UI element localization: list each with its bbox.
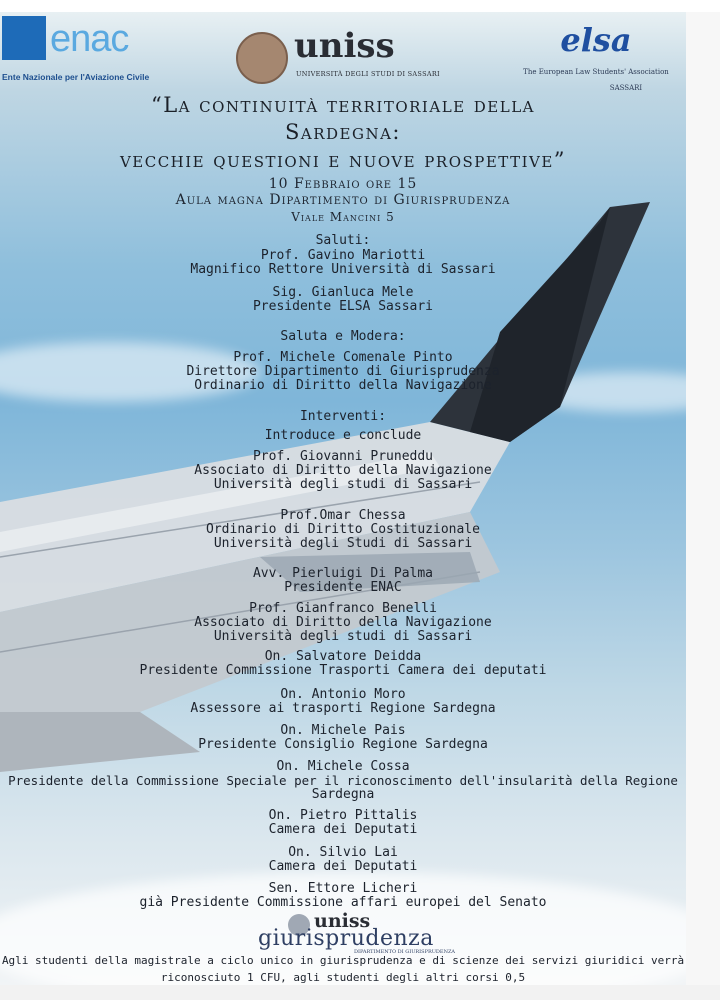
credits-note-line-1: Agli studenti della magistrale a ciclo unico in giurisprudenza e di scienze dei servizi giuridici verrà <box>1 954 685 967</box>
background-margin <box>686 12 720 985</box>
speaker-name: On. Michele Cossa <box>276 759 410 774</box>
enac-wordmark: enac <box>50 18 129 60</box>
speaker <box>0 351 686 393</box>
speaker-role: Presidente della Commissione Speciale per il riconoscimento dell'insularità della Regione <box>8 773 678 788</box>
speaker-role-2: Ordinario di Diritto della Navigazione <box>194 378 492 393</box>
speaker-role: Associato di Diritto della Navigazione <box>194 615 492 630</box>
speaker-name: On. Silvio Lai <box>288 845 398 860</box>
speaker <box>0 724 686 752</box>
speaker <box>0 809 686 837</box>
giurisprudenza-logo <box>258 912 458 960</box>
credits-note-line-2: riconosciuto 1 CFU, agli studenti degli altri corsi 0,5 <box>160 971 526 984</box>
elsa-city: SASSARI <box>609 84 643 92</box>
uniss-logo <box>236 26 440 84</box>
speaker-name: On. Antonio Moro <box>280 687 406 702</box>
speaker-name: Prof. Michele Comenale Pinto <box>233 350 453 365</box>
footer-uniss-wordmark: uniss <box>314 910 371 932</box>
section-saluta-modera: Saluta e Modera: <box>280 329 406 344</box>
speaker-role: Associato di Diritto della Navigazione <box>194 463 492 478</box>
speaker <box>0 688 686 716</box>
section-interventi: Interventi: <box>299 409 387 424</box>
speaker-role: Presidente Consiglio Regione Sardegna <box>198 737 488 752</box>
speaker-role: Magnifico Rettore Università di Sassari <box>190 262 496 277</box>
title-line-2: Sardegna: <box>284 120 401 144</box>
event-date: 10 Febbraio ore 15 <box>268 176 418 192</box>
speaker-name: Sen. Ettore Licheri <box>268 881 418 896</box>
speaker-role: Assessore ai trasporti Regione Sardegna <box>190 701 496 716</box>
speaker-role: Ordinario di Diritto Costituzionale <box>206 522 480 537</box>
speaker <box>0 286 686 314</box>
speaker-role: Direttore Dipartimento di Giurisprudenza <box>186 364 500 379</box>
section-introduce: Introduce e conclude <box>264 428 422 443</box>
speaker-role-2: Università degli studi di Sassari <box>213 477 473 492</box>
uniss-subtitle: UNIVERSITÀ DEGLI STUDI DI SASSARI <box>296 70 440 78</box>
speaker-role: già Presidente Commissione affari europei del Senato <box>139 895 547 910</box>
speaker-name: Prof. Giovanni Pruneddu <box>252 449 433 464</box>
event-place: Aula magna Dipartimento di Giurisprudenza <box>175 192 511 208</box>
speaker <box>0 882 686 910</box>
speaker-role: Presidente ELSA Sassari <box>252 299 433 314</box>
speaker-role: Presidente Commissione Trasporti Camera dei deputati <box>139 663 547 678</box>
speaker-name: On. Michele Pais <box>280 723 406 738</box>
event-poster <box>0 12 686 985</box>
speaker-role-2: Sardegna <box>311 787 375 802</box>
speaker <box>0 567 686 595</box>
enac-mark-icon <box>2 16 46 60</box>
speaker <box>0 602 686 644</box>
title-line-3: vecchie questioni e nuove prospettive” <box>119 148 567 172</box>
speaker-name: Prof. Gianfranco Benelli <box>249 601 437 616</box>
speaker-role-2: Università degli studi di Sassari <box>213 629 473 644</box>
footer-dipartimento: DIPARTIMENTO DI GIURISPRUDENZA <box>354 949 456 955</box>
speaker-role-2: Università degli Studi di Sassari <box>213 536 473 551</box>
speaker-name: Avv. Pierluigi Di Palma <box>252 566 433 581</box>
speaker-name: Prof.Omar Chessa <box>280 508 406 523</box>
speaker-name: On. Pietro Pittalis <box>268 808 418 823</box>
speaker <box>0 249 686 277</box>
speaker-name: Sig. Gianluca Mele <box>272 285 414 300</box>
speaker <box>0 650 686 678</box>
event-address: Viale Mancini 5 <box>291 210 395 224</box>
speaker <box>0 846 686 874</box>
speaker <box>0 509 686 551</box>
speaker <box>0 450 686 492</box>
title-line-1: “La continuità territoriale della <box>150 93 536 117</box>
speaker-role: Camera dei Deputati <box>268 822 418 837</box>
university-seal-icon <box>236 32 288 84</box>
section-saluti: Saluti: <box>315 233 371 248</box>
elsa-subtitle: The European Law Students' Association <box>523 68 669 76</box>
speaker-name: Prof. Gavino Mariotti <box>260 248 426 263</box>
speaker-role: Camera dei Deputati <box>268 859 418 874</box>
speaker-name: On. Salvatore Deidda <box>264 649 422 664</box>
elsa-logo <box>512 22 680 102</box>
elsa-wordmark: elsa <box>560 21 632 59</box>
speaker-role: Presidente ENAC <box>284 580 402 595</box>
enac-subtitle: Ente Nazionale per l'Aviazione Civile <box>2 72 150 82</box>
uniss-wordmark: uniss <box>294 26 395 66</box>
speaker <box>0 760 686 802</box>
background-margin <box>0 985 720 1000</box>
enac-logo <box>2 16 172 86</box>
footer-giurisprudenza-wordmark: giurisprudenza <box>258 926 434 951</box>
logo-bar <box>0 12 686 97</box>
